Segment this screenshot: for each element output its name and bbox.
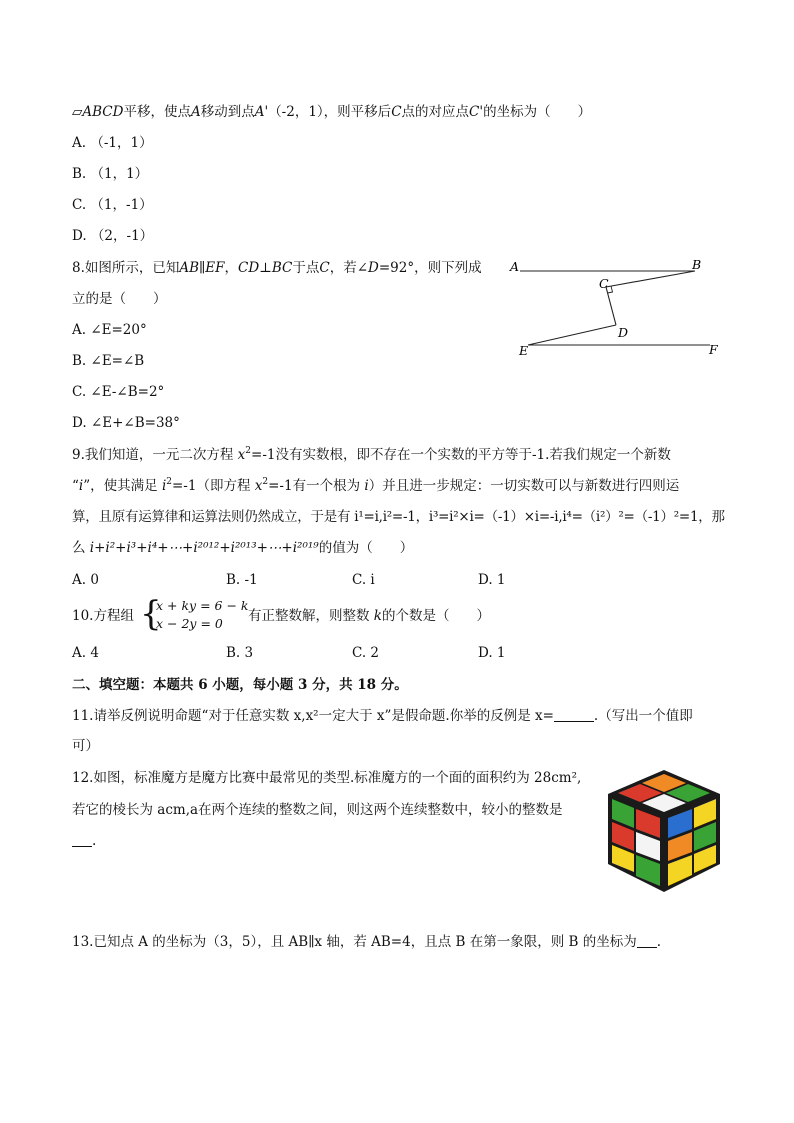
q10-option-d: D. 1 xyxy=(478,645,506,661)
q10-equation-1: x + ky = 6 − k xyxy=(156,598,249,613)
q10-option-c: C. 2 xyxy=(352,645,380,661)
rubiks-cube-image xyxy=(604,768,724,896)
q8-option-a: A. ∠E=20° xyxy=(72,322,147,338)
q10-option-a: A. 4 xyxy=(72,645,99,661)
q11-stem-line2: 可） xyxy=(72,738,99,754)
q11-answer-blank[interactable] xyxy=(554,707,594,722)
q7-option-c: C. （1，-1） xyxy=(72,197,153,213)
q8-option-b: B. ∠E=∠B xyxy=(72,353,145,369)
section-heading-fill-in: 二、填空题：本题共 6 小题，每小题 3 分，共 18 分。 xyxy=(72,677,408,693)
q9-stem-line2: “i”，使其满足 $i^2=-1$（即方程 $x^2=-1$有一个根为 i）并且进一步规定：一切实数可以与新数进行四则运 xyxy=(72,477,680,494)
label-e: E xyxy=(519,343,529,358)
brace-symbol: { xyxy=(140,594,162,634)
q8-geometry-figure xyxy=(500,250,740,365)
q12-stem-line1: 12.如图，标准魔方是魔方比赛中最常见的类型.标准魔方的一个面的面积约为 28cm², xyxy=(72,770,582,786)
label-c: C xyxy=(599,276,609,291)
q7-option-d: D. （2，-1） xyxy=(72,228,154,244)
q13-stem: 13.已知点 A 的坐标为（3，5），且 AB∥x 轴，若 AB=4，且点 B 在第一象限，则 B 的坐标为 . xyxy=(72,934,661,950)
q8-option-d: D. ∠E+∠B=38° xyxy=(72,415,180,431)
q9-option-b: B. -1 xyxy=(226,572,258,588)
q10-option-b: B. 3 xyxy=(226,645,254,661)
q8-stem-line1: 8.如图所示，已知AB∥EF，CD⊥BC于点C，若∠D=92°，则下列成 xyxy=(72,260,482,276)
q8-stem-line2: 立的是（ ） xyxy=(72,291,167,307)
q9-expression: i+i²+i³+i⁴+⋯+i²⁰¹²+i²⁰¹³+⋯+i²⁰¹⁹ xyxy=(89,540,319,556)
q9-stem-line1: 9.我们知道，一元二次方程 $x^2=-1$没有实数根，即不存在一个实数的平方等于-1.若我们规定一个新数 xyxy=(72,446,671,463)
q10-equation-2: x − 2y = 0 xyxy=(156,616,223,631)
q12-answer-blank[interactable] xyxy=(72,832,92,847)
q10-label: 10.方程组 xyxy=(72,608,134,624)
q9-option-a: A. 0 xyxy=(72,572,99,588)
q10-stem-tail: 有正整数解，则整数 k的个数是（ ） xyxy=(248,608,490,624)
q13-answer-blank[interactable] xyxy=(637,933,657,948)
parallelogram-symbol: ▱ xyxy=(72,104,83,120)
q7-stem: ▱ABCD平移，使点A移动到点A'（-2，1），则平移后C点的对应点C'的坐标为（ ） xyxy=(72,104,592,120)
label-f: F xyxy=(709,342,718,357)
q12-stem-line2: 若它的棱长为 acm,a在两个连续的整数之间，则这两个连续整数中，较小的整数是 xyxy=(72,802,563,818)
q9-option-d: D. 1 xyxy=(478,572,506,588)
q9-option-c: C. i xyxy=(352,572,375,588)
q11-stem-line1: 11.请举反例说明命题“对于任意实数 x,x²一定大于 x”是假命题.你举的反例是 x= .（写出一个值即 xyxy=(72,708,693,724)
q8-option-c: C. ∠E-∠B=2° xyxy=(72,384,165,400)
label-a: A xyxy=(510,259,520,274)
q7-option-b: B. （1，1） xyxy=(72,166,149,182)
q9-stem-line3: 算，且原有运算律和运算法则仍然成立，于是有 i¹=i,i²=-1，i³=i²×i=（-1）×i=-i,i⁴=（i²）²=（-1）²=1，那 xyxy=(72,509,725,525)
label-b: B xyxy=(692,257,702,272)
q9-stem-line4: 么 i+i²+i³+i⁴+⋯+i²⁰¹²+i²⁰¹³+⋯+i²⁰¹⁹的值为（ ） xyxy=(72,540,414,556)
label-d: D xyxy=(618,325,629,340)
q12-stem-line3: . xyxy=(72,831,96,851)
q7-option-a: A. （-1，1） xyxy=(72,135,153,151)
